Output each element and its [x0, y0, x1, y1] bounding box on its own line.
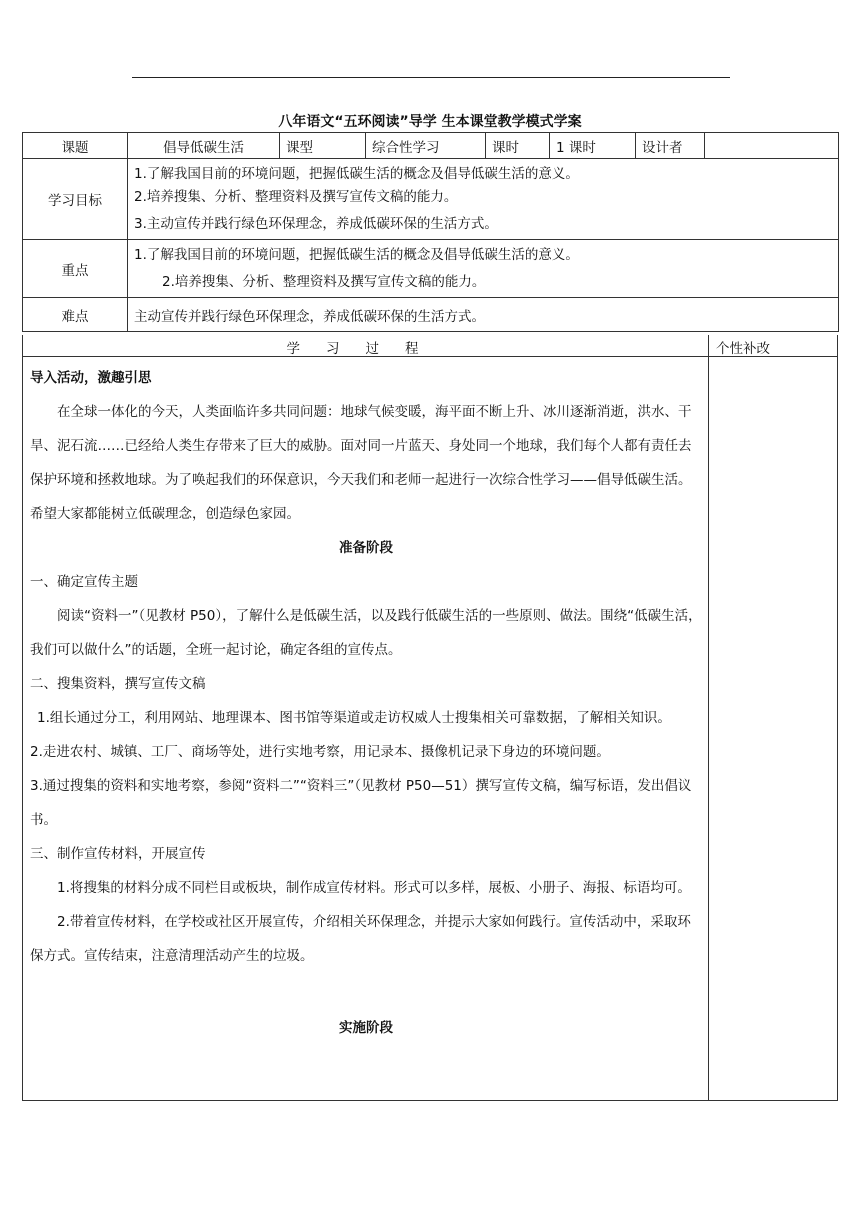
list-item: 2.带着宣传材料，在学校或社区开展宣传，介绍相关环保理念，并提示大家如何践行。宣传活动中，采取环保方式。宣传结束，注意清理活动产生的垃圾。 — [30, 914, 691, 964]
keypoints-label: 重点 — [23, 240, 128, 298]
topic-label: 课题 — [23, 133, 128, 159]
difficulty-label: 难点 — [23, 298, 128, 332]
goal-item: 2.培养搜集、分析、整理资料及撰写宣传文稿的能力。 — [134, 188, 458, 205]
impl-stage-heading: 实施阶段 — [339, 1020, 393, 1036]
section-heading: 三、制作宣传材料，开展宣传 — [30, 846, 206, 862]
hours-value: 1 课时 — [550, 133, 636, 159]
section-heading: 二、搜集资料，撰写宣传文稿 — [30, 676, 206, 692]
section-heading: 一、确定宣传主题 — [30, 574, 138, 590]
info-row-goals — [23, 159, 839, 240]
keypoint-item: 1.了解我国目前的环境问题，把握低碳生活的概念及倡导低碳生活的意义。 — [134, 246, 579, 263]
designer-value — [705, 133, 839, 159]
process-body — [30, 361, 702, 1045]
list-item: 3.通过搜集的资料和实地考察，参阅“资料二”“资料三”（见教材 P50—51）撰写宣传文稿，编写标语，发出倡议书。 — [30, 778, 692, 828]
goal-item: 1.了解我国目前的环境问题，把握低碳生活的概念及倡导低碳生活的意义。 — [134, 165, 579, 182]
column-divider — [708, 335, 709, 1101]
keypoints-content — [128, 240, 839, 298]
intro-paragraph: 在全球一体化的今天，人类面临许多共同问题：地球气候变暖，海平面不断上升、冰川逐渐消逝，洪水、干旱、泥石流……已经给人类生存带来了巨大的威胁。面对同一片蓝天、身处同一个地球，我们每个人都有责任去保护环境和拯救地球。为了唤起我们的环保意识，今天我们和老师一起进行一次综合性学习——倡导低碳生活。希望大家都能树立低碳理念，创造绿色家园。 — [30, 404, 692, 522]
goals-content — [128, 159, 839, 240]
list-item: 1.组长通过分工，利用网站、地理课本、图书馆等渠道或走访权威人士搜集相关可靠数据，了解相关知识。 — [37, 710, 671, 726]
lesson-info-table — [22, 132, 839, 332]
intro-heading: 导入活动，激趣引思 — [30, 370, 152, 386]
hours-label: 课时 — [486, 133, 550, 159]
type-label: 课型 — [280, 133, 366, 159]
list-item: 2.走进农村、城镇、工厂、商场等处，进行实地考察，用记录本、摄像机记录下身边的环境问题。 — [30, 744, 610, 760]
info-row-keypoints — [23, 240, 839, 298]
info-row-topic — [23, 133, 839, 159]
header-rule — [132, 77, 730, 78]
topic-value: 倡导低碳生活 — [128, 133, 280, 159]
designer-label: 设计者 — [636, 133, 705, 159]
prep-stage-heading: 准备阶段 — [339, 540, 393, 556]
document-title: 八年语文“五环阅读”导学 生本课堂教学模式学案 — [278, 114, 582, 130]
goals-label: 学习目标 — [23, 159, 128, 240]
process-title: 学习过程 — [286, 341, 445, 357]
spacer — [30, 973, 702, 1007]
keypoint-item: 2.培养搜集、分析、整理资料及撰写宣传文稿的能力。 — [162, 273, 486, 290]
difficulty-content: 主动宣传并践行绿色环保理念，养成低碳环保的生活方式。 — [128, 298, 839, 332]
list-item: 1.将搜集的材料分成不同栏目或板块，制作成宣传材料。形式可以多样，展板、小册子、海报、标语均可。 — [57, 880, 691, 896]
info-row-difficulty — [23, 298, 839, 332]
goal-item: 3.主动宣传并践行绿色环保理念，养成低碳环保的生活方式。 — [134, 215, 498, 232]
personal-notes-header: 个性补改 — [716, 341, 770, 357]
learning-process-section — [22, 335, 838, 1101]
type-value: 综合性学习 — [366, 133, 486, 159]
section-paragraph: 阅读“资料一”（见教材 P50），了解什么是低碳生活，以及践行低碳生活的一些原则、做法。围绕“低碳生活，我们可以做什么”的话题，全班一起讨论，确定各组的宣传点。 — [30, 608, 702, 658]
